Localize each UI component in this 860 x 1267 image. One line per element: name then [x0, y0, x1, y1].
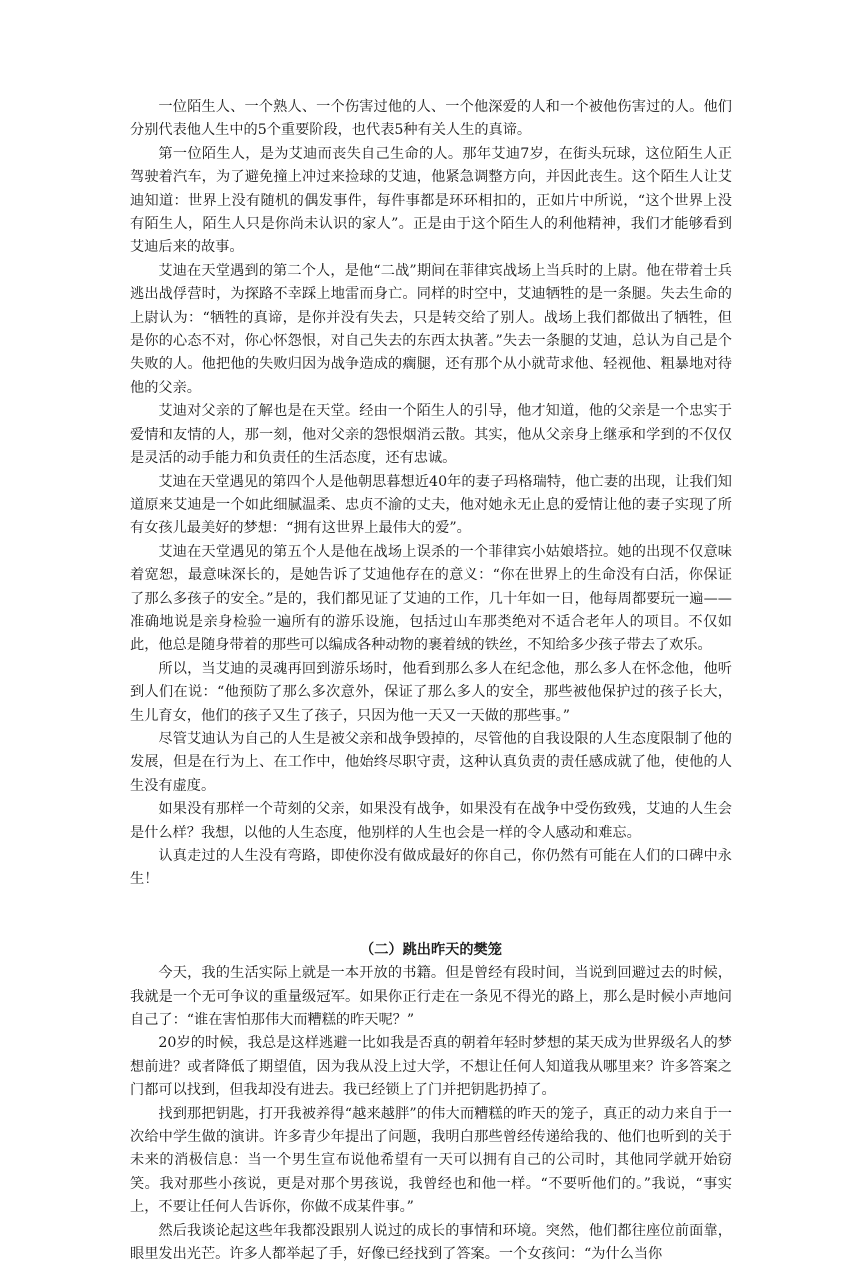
- paragraph: 所以，当艾迪的灵魂再回到游乐场时，他看到那么多人在纪念他，那么多人在怀念他，他听到人们在说：“他预防了那么多次意外，保证了那么多人的安全，那些被他保护过的孩子长大，生儿育女，他们的孩子又生了孩子，只因为他一天又一天做的那些事。”: [130, 660, 732, 724]
- paragraph: 如果没有那样一个苛刻的父亲，如果没有战争，如果没有在战争中受伤致残，艾迪的人生会是什么样？我想，以他的人生态度，他别样的人生也会是一样的令人感动和难忘。: [130, 801, 732, 841]
- paragraph: 找到那把钥匙，打开我被养得“越来越胖”的伟大而糟糕的昨天的笼子，真正的动力来自于一次给中学生做的演讲。许多青少年提出了问题，我明白那些曾经传递给我的、他们也听到的关于未来的消极信息：当一个男生宣布说他希望有一天可以拥有自己的公司时，其他同学就开始窃笑。我对那些小孩说，更是对那个男孩说，我曾经也和他一样。“不要听他们的。”我说，“事实上，不要让任何人告诉你，你做不成某件事。”: [130, 1105, 732, 1216]
- paragraph: 尽管艾迪认为自己的人生是被父亲和战争毁掉的，尽管他的自我设限的人生态度限制了他的发展，但是在行为上、在工作中，他始终尽职守责，这种认真负责的责任感成就了他，使他的人生没有虚度。: [130, 730, 732, 794]
- paragraph: 艾迪在天堂遇见的第五个人是他在战场上误杀的一个菲律宾小姑娘塔拉。她的出现不仅意味着宽恕，最意味深长的，是她告诉了艾迪他存在的意义：“你在世界上的生命没有白活，你保证了那么多孩子的安全。”是的，我们都见证了艾迪的工作，几十年如一日，他每周都要玩一遍——准确地说是亲身检验一遍所有的游乐设施，包括过山车那类绝对不适合老年人的项目。不仅如此，他总是随身带着的那些可以编成各种动物的裹着绒的铁丝，不知给多少孩子带去了欢乐。: [130, 543, 732, 654]
- paragraph: 艾迪对父亲的了解也是在天堂。经由一个陌生人的引导，他才知道，他的父亲是一个忠实于爱情和友情的人，那一刻，他对父亲的怨恨烟消云散。其实，他从父亲身上继承和学到的不仅仅是灵活的动手能力和负责任的生活态度，还有忠诚。: [130, 403, 732, 467]
- paragraph: 艾迪在天堂遇见的第四个人是他朝思暮想近40年的妻子玛格瑞特，他亡妻的出现，让我们知道原来艾迪是一个如此细腻温柔、忠贞不渝的丈夫，他对她永无止息的爱情让他的妻子实现了所有女孩儿最美好的梦想：“拥有这世界上最伟大的爱”。: [130, 473, 732, 537]
- paragraph: 第一位陌生人，是为艾迪而丧失自己生命的人。那年艾迪7岁，在街头玩球，这位陌生人正驾驶着汽车，为了避免撞上冲过来捡球的艾迪，他紧急调整方向，并因此丧生。这个陌生人让艾迪知道：世界上没有随机的偶发事件，每件事都是环环相扣的，正如片中所说，“这个世界上没有陌生人，陌生人只是你尚未认识的家人”。正是由于这个陌生人的利他精神，我们才能够看到艾迪后来的故事。: [130, 145, 732, 256]
- paragraph: 今天，我的生活实际上就是一本开放的书籍。但是曾经有段时间，当说到回避过去的时候，我就是一个无可争议的重量级冠军。如果你正行走在一条见不得光的路上，那么是时候小声地问自己了：“谁在害怕那伟大而糟糕的昨天呢？”: [130, 965, 732, 1029]
- paragraph: 认真走过的人生没有弯路，即使你没有做成最好的你自己，你仍然有可能在人们的口碑中永生！: [130, 848, 732, 888]
- section-spacer: [130, 892, 732, 939]
- section-2: [130, 939, 732, 1267]
- paragraph: 一位陌生人、一个熟人、一个伤害过他的人、一个他深爱的人和一个被他伤害过的人。他们分别代表他人生中的5个重要阶段，也代表5种有关人生的真谛。: [130, 99, 732, 139]
- paragraph: 艾迪在天堂遇到的第二个人，是他“二战”期间在菲律宾战场上当兵时的上尉。他在带着士兵逃出战俘营时，为探路不幸踩上地雷而身亡。同样的时空中，艾迪牺牲的是一条腿。失去生命的上尉认为：“牺牲的真谛，是你并没有失去，只是转交给了别人。战场上我们都做出了牺牲，但是你的心态不对，你心怀怨恨，对自己失去的东西太执著。”失去一条腿的艾迪，总认为自己是个失败的人。他把他的失败归因为战争造成的瘸腿，还有那个从小就苛求他、轻视他、粗暴地对待他的父亲。: [130, 262, 732, 396]
- section-1: [130, 96, 732, 892]
- paragraph: 20岁的时候，我总是这样逃避一比如我是否真的朝着年轻时梦想的某天成为世界级名人的梦想前进？或者降低了期望值，因为我从没上过大学，不想让任何人知道我从哪里来？许多答案之门都可以找到，但我却没有进去。我已经锁上了门并把钥匙扔掉了。: [130, 1035, 732, 1099]
- section-title: （二）跳出昨天的樊笼: [360, 941, 502, 958]
- document-page: [130, 96, 732, 1267]
- paragraph: 然后我谈论起这些年我都没跟别人说过的成长的事情和环境。突然，他们都往座位前面靠，眼里发出光芒。许多人都举起了手，好像已经找到了答案。一个女孩问：“为什么当你: [130, 1222, 732, 1263]
